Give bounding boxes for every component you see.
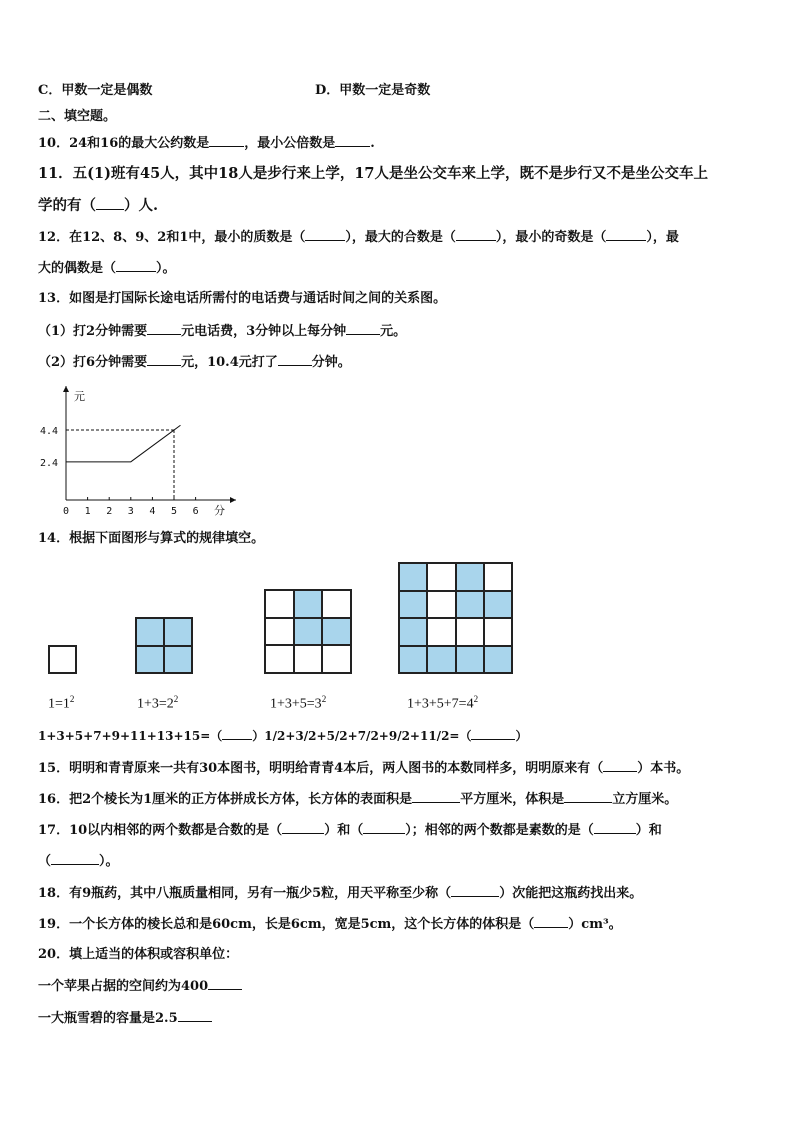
equation-3: $1+3+5=3^2$ [270, 694, 327, 712]
option-c: C．甲数一定是偶数 [38, 83, 153, 98]
cell [456, 563, 484, 591]
cell [294, 590, 323, 618]
equation-1: $1=1^2$ [48, 694, 75, 712]
cell [456, 591, 484, 619]
question-10: 10．24和16的最大公约数是 ，最小公倍数是 . [38, 136, 375, 151]
cell [427, 618, 455, 646]
blank[interactable] [178, 1009, 212, 1022]
blank[interactable] [335, 134, 370, 147]
blank[interactable] [222, 727, 252, 740]
question-15: 15．明明和青青原来一共有30本图书，明明给青青4本后，两人图书的本数同样多，明明原来有（ ）本书。 [38, 761, 690, 776]
question-14-stem: 14．根据下面图形与算式的规律填空。 [38, 531, 265, 546]
cell [265, 590, 294, 618]
x-tick-label: 2 [106, 506, 113, 517]
blank[interactable] [96, 197, 124, 210]
equation-2: $1+3=2^2$ [137, 694, 179, 712]
cell [399, 618, 427, 646]
blank[interactable] [305, 228, 345, 241]
x-tick-label: 5 [171, 506, 178, 517]
cell [456, 646, 484, 674]
cell [322, 618, 351, 646]
option-d: D．甲数一定是奇数 [315, 83, 431, 98]
cell [265, 645, 294, 673]
cell [136, 618, 164, 646]
cell [399, 591, 427, 619]
equation-4: $1+3+5+7=4^2$ [407, 694, 479, 712]
phone-fee-chart [36, 380, 246, 520]
question-11-line1: 11．五(1)班有45人，其中18人是步行来上学，17人是坐公交车来上学，既不是步行又不是坐公交车上 [38, 165, 709, 182]
fee-line [66, 425, 180, 462]
cell [399, 646, 427, 674]
square-4x4 [398, 562, 513, 674]
question-14-fill: 1+3+5+7+9+11+13+15=（ ）1/2+3/2+5/2+7/2+9/2+11/2=（ ） [38, 729, 528, 743]
y-tick-label: 4.4 [40, 426, 59, 438]
question-13-part2: （2）打6分钟需要 元，10.4元打了 分钟。 [38, 355, 351, 370]
blank[interactable] [278, 353, 312, 366]
cell [164, 646, 192, 674]
question-11-line2: 学的有（ ）人. [38, 197, 159, 214]
blank[interactable] [116, 259, 156, 272]
blank[interactable] [471, 727, 515, 740]
blank[interactable] [412, 790, 460, 803]
square-1x1 [48, 645, 77, 674]
cell [399, 563, 427, 591]
x-tick-label: 0 [63, 506, 70, 517]
question-20-line2: 一大瓶雪碧的容量是2.5 [38, 1009, 212, 1028]
blank[interactable] [147, 322, 181, 335]
blank[interactable] [594, 821, 636, 834]
question-12-line2: 大的偶数是（ ）。 [38, 261, 176, 276]
cell [427, 646, 455, 674]
square-2x2 [135, 617, 193, 674]
question-12-line1: 12．在12、8、9、2和1中，最小的质数是（ ），最大的合数是（ ），最小的奇数是（ ），最 [38, 230, 679, 245]
cell [484, 618, 512, 646]
cell [484, 591, 512, 619]
cell [294, 645, 323, 673]
question-13-stem: 13．如图是打国际长途电话所需付的电话费与通话时间之间的关系图。 [38, 291, 447, 306]
blank[interactable] [147, 353, 181, 366]
blank[interactable] [603, 759, 637, 772]
blank[interactable] [606, 228, 646, 241]
cell [294, 618, 323, 646]
blank[interactable] [209, 134, 244, 147]
blank[interactable] [564, 790, 612, 803]
section-title: 二、填空题。 [38, 109, 117, 124]
question-20-line1: 一个苹果占据的空间约为400 [38, 977, 242, 996]
cell [164, 618, 192, 646]
x-axis-label: 分 [214, 504, 225, 517]
blank[interactable] [456, 228, 496, 241]
cell [484, 646, 512, 674]
question-17-line1: 17．10以内相邻的两个数都是合数的是（ ）和（ ）；相邻的两个数都是素数的是（ ）和 [38, 823, 662, 838]
y-tick-label: 2.4 [40, 457, 59, 469]
square-3x3 [264, 589, 352, 674]
cell [136, 646, 164, 674]
blank[interactable] [534, 915, 568, 928]
cell [265, 618, 294, 646]
cell [484, 563, 512, 591]
blank[interactable] [282, 821, 324, 834]
cell [322, 645, 351, 673]
x-tick-label: 1 [84, 506, 91, 517]
x-tick-label: 6 [192, 506, 199, 517]
y-axis-label: 元 [74, 390, 85, 403]
blank[interactable] [208, 977, 242, 990]
cell [456, 618, 484, 646]
cell [427, 591, 455, 619]
cell [427, 563, 455, 591]
x-tick-label: 4 [149, 506, 156, 517]
question-13-part1: （1）打2分钟需要 元电话费，3分钟以上每分钟 元。 [38, 324, 407, 339]
blank[interactable] [363, 821, 405, 834]
blank[interactable] [51, 852, 99, 865]
question-18: 18．有9瓶药，其中八瓶质量相同，另有一瓶少5粒，用天平称至少称（ ）次能把这瓶药找出来。 [38, 886, 643, 901]
blank[interactable] [346, 322, 380, 335]
cell [49, 646, 76, 673]
question-17-line2: （ ）。 [38, 854, 119, 869]
question-20-stem: 20．填上适当的体积或容积单位： [38, 947, 239, 962]
question-19: 19．一个长方体的棱长总和是60cm，长是6cm，宽是5cm，这个长方体的体积是（ ）cm³。 [38, 917, 622, 932]
x-tick-label: 3 [127, 506, 134, 517]
cell [322, 590, 351, 618]
question-16: 16．把2个棱长为1厘米的正方体拼成长方体，长方体的表面积是 平方厘米，体积是 立方厘米。 [38, 792, 678, 807]
blank[interactable] [451, 884, 499, 897]
